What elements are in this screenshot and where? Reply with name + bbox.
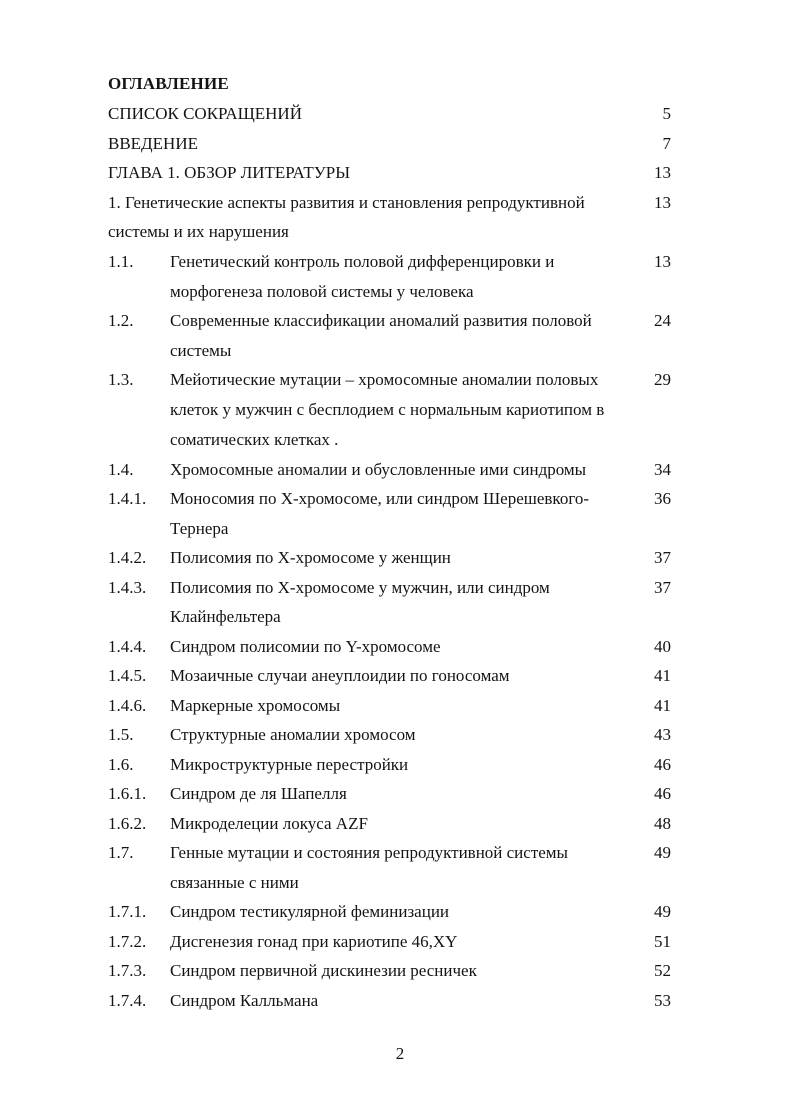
toc-page-chapter1: 13 (654, 163, 671, 182)
toc-entry-number: 1.3. (108, 370, 134, 389)
toc-entry-text: Полисомия по Х-хромосоме у мужчин, или синдром (170, 578, 550, 597)
toc-entry-text: Микроструктурные перестройки (170, 755, 409, 774)
toc-entry-page: 53 (654, 991, 671, 1010)
toc-entry-text: Микроделеции локуса AZF (170, 814, 368, 833)
toc-entry-page: 36 (654, 489, 671, 508)
toc-entry-page: 49 (654, 843, 671, 862)
toc-entry-text: Синдром де ля Шапелля (170, 784, 347, 803)
toc-entry-page: 52 (654, 961, 671, 980)
toc-entry-number: 1.7.3. (108, 961, 147, 980)
toc-entry-abbreviations: СПИСОК СОКРАЩЕНИЙ (108, 104, 302, 123)
toc-entry-page: 49 (654, 902, 671, 921)
toc-entry-page: 40 (654, 637, 671, 656)
toc-entry-number: 1.4.3. (108, 578, 147, 597)
toc-entry-page: 46 (654, 755, 671, 774)
toc-entry-number: 1.5. (108, 725, 134, 744)
toc-entry-text: Современные классификации аномалий развития половой (170, 311, 592, 330)
toc-section1-line2: системы и их нарушения (108, 222, 289, 241)
toc-title: ОГЛАВЛЕНИЕ (108, 74, 229, 93)
toc-entry-text: Мозаичные случаи анеуплоидии по гоносомам (170, 666, 510, 685)
toc-entry-page: 51 (654, 932, 671, 951)
toc-entry-page: 43 (654, 725, 671, 744)
toc-entry-text: Мейотические мутации – хромосомные аномалии половых (170, 370, 599, 389)
toc-entry-number: 1.4.6. (108, 696, 147, 715)
toc-entry-text: клеток у мужчин с бесплодием с нормальным кариотипом в (170, 400, 605, 419)
toc-entry-text: Структурные аномалии хромосом (170, 725, 416, 744)
toc-entry-number: 1.6. (108, 755, 134, 774)
toc-entry-page: 24 (654, 311, 671, 330)
toc-entry-number: 1.4.2. (108, 548, 147, 567)
toc-entry-page: 37 (654, 548, 671, 567)
toc-entry-text: Дисгенезия гонад при кариотипе 46,XY (170, 932, 458, 951)
toc-entry-text: Хромосомные аномалии и обусловленные ими синдромы (170, 460, 587, 479)
toc-entry-page: 48 (654, 814, 671, 833)
toc-entry-page: 34 (654, 460, 671, 479)
toc-entry-text: Маркерные хромосомы (170, 696, 341, 715)
toc-entry-number: 1.1. (108, 252, 134, 271)
toc-entry-number: 1.4.5. (108, 666, 147, 685)
toc-entry-number: 1.4.4. (108, 637, 147, 656)
toc-page-abbreviations: 5 (662, 104, 671, 123)
toc-entry-page: 13 (654, 252, 671, 271)
toc-entry-number: 1.2. (108, 311, 134, 330)
toc-entry-text: связанные с ними (170, 873, 299, 892)
toc-entry-number: 1.6.1. (108, 784, 147, 803)
toc-entry-text: системы (170, 341, 232, 360)
toc-entry-text: Синдром первичной дискинезии ресничек (170, 961, 477, 980)
toc-entry-text: соматических клетках . (170, 430, 339, 449)
toc-entry-page: 46 (654, 784, 671, 803)
toc-entry-number: 1.7.4. (108, 991, 147, 1010)
toc-section1-page: 13 (654, 193, 671, 212)
toc-entry-page: 29 (654, 370, 671, 389)
toc-entry-text: морфогенеза половой системы у человека (170, 282, 474, 301)
toc-entry-text: Тернера (170, 519, 229, 538)
toc-entry-page: 37 (654, 578, 671, 597)
toc-entry-text: Синдром Калльмана (170, 991, 319, 1010)
toc-entry-text: Синдром тестикулярной феминизации (170, 902, 450, 921)
toc-entry-text: Моносомия по Х-хромосоме, или синдром Шерешевкого- (170, 489, 590, 508)
toc-entry-number: 1.4.1. (108, 489, 147, 508)
toc-section1-line1: 1. Генетические аспекты развития и становления репродуктивной (108, 193, 585, 212)
toc-entry-text: Клайнфельтера (170, 607, 281, 626)
toc-entry-text: Полисомия по Х-хромосоме у женщин (170, 548, 451, 567)
toc-entry-chapter1: ГЛАВА 1. ОБЗОР ЛИТЕРАТУРЫ (108, 163, 351, 182)
toc-entry-text: Генные мутации и состояния репродуктивной системы (170, 843, 568, 862)
toc-entry-number: 1.7.1. (108, 902, 147, 921)
toc-entry-introduction: ВВЕДЕНИЕ (108, 134, 198, 153)
toc-entry-page: 41 (654, 696, 671, 715)
toc-entry-number: 1.7.2. (108, 932, 147, 951)
toc-entry-text: Синдром полисомии по Y-хромосоме (170, 637, 441, 656)
toc-entry-number: 1.4. (108, 460, 134, 479)
toc-entry-text: Генетический контроль половой дифференцировки и (170, 252, 555, 271)
toc-page-introduction: 7 (662, 134, 671, 153)
toc-entry-number: 1.7. (108, 843, 134, 862)
toc-entry-page: 41 (654, 666, 671, 685)
toc-entry-number: 1.6.2. (108, 814, 147, 833)
page-number: 2 (395, 1044, 405, 1063)
